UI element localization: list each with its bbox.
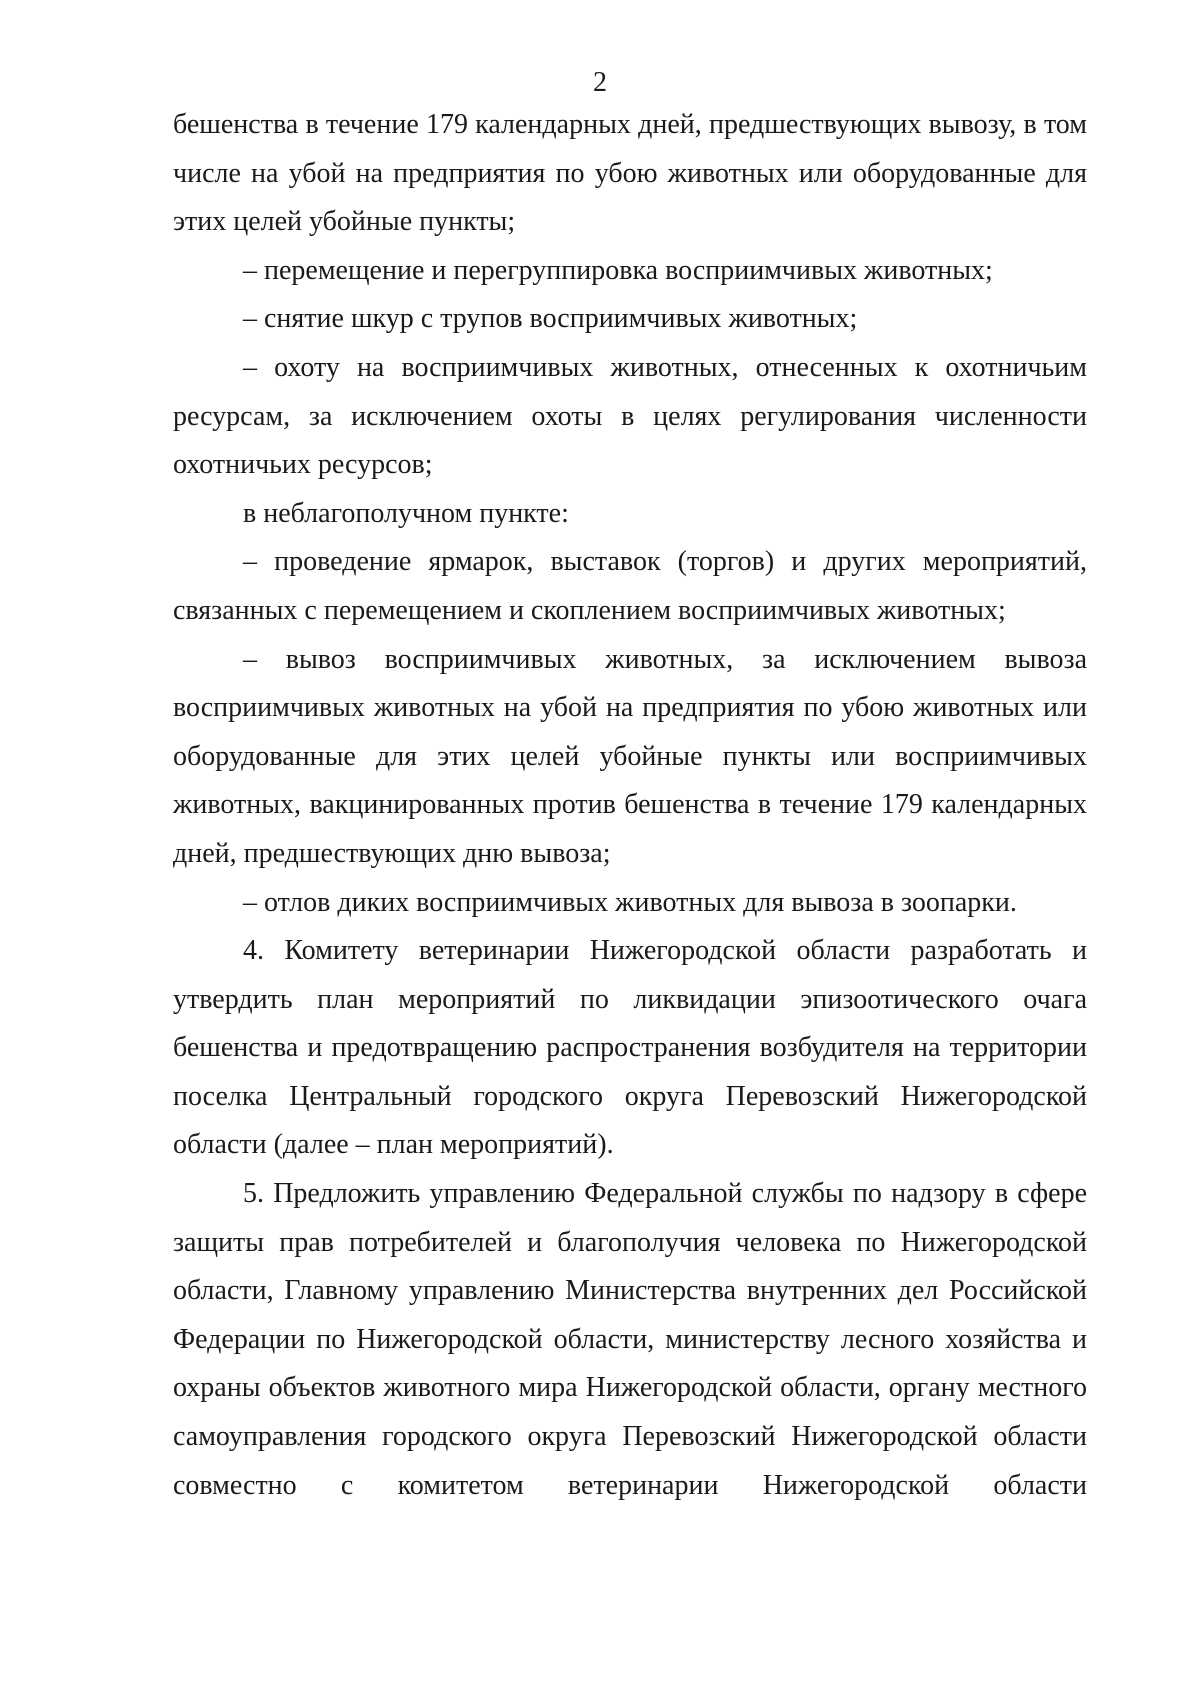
paragraph-rabies-vaccinated-continuation: бешенства в течение 179 календарных дней, предшествующих вывозу, в том числе на убой на предприятия по убою животных или оборудованные для этих целей убойные пункты; [173, 109, 1087, 238]
paragraph-ban-fairs-exhibitions: – проведение ярмарок, выставок (торгов) и других мероприятий, связанных с перемещением и скоплением восприимчивых животных; [173, 546, 1087, 626]
page-number: 2 [593, 67, 607, 98]
paragraph-ban-skinning-carcasses: – снятие шкур с трупов восприимчивых животных; [243, 303, 858, 335]
paragraph-ban-capture-wild-animals: – отлов диких восприимчивых животных для вывоза в зоопарки. [243, 886, 1017, 918]
paragraph-item-5-federal-service: 5. Предложить управлению Федеральной службы по надзору в сфере защиты прав потребителей и благополучия человека по Нижегородской области, Главному управлению Министерства внутренних дел Российской Федерации по Нижегородской области, министерству лесного хозяйства и охраны объектов животного мира Нижегородской области, органу местного самоуправления городского округа Перевозский Нижегородской области совместно с комитетом ветеринарии Нижегородской области [173, 1178, 1087, 1501]
paragraph-ban-movement-regrouping: – перемещение и перегруппировка восприимчивых животных; [243, 254, 993, 286]
paragraph-in-affected-point: в неблагополучном пункте: [243, 497, 569, 529]
paragraph-ban-export-animals: – вывоз восприимчивых животных, за исключением вывоза восприимчивых животных на убой на предприятия по убою животных или оборудованные для этих целей убойные пункты или восприимчивых животных, вакцинированных против бешенства в течение 179 календарных дней, предшествующих дню вывоза; [173, 643, 1087, 869]
paragraph-ban-hunting: – охоту на восприимчивых животных, отнесенных к охотничьим ресурсам, за исключением охоты в целях регулирования численности охотничьих ресурсов; [173, 351, 1087, 481]
document-body [173, 101, 1087, 1510]
paragraph-item-4-veterinary-committee: 4. Комитету ветеринарии Нижегородской области разработать и утвердить план мероприятий по ликвидации эпизоотического очага бешенства и предотвращению распространения возбудителя на территории поселка Центральный городского округа Перевозский Нижегородской области (далее – план мероприятий). [173, 935, 1087, 1161]
